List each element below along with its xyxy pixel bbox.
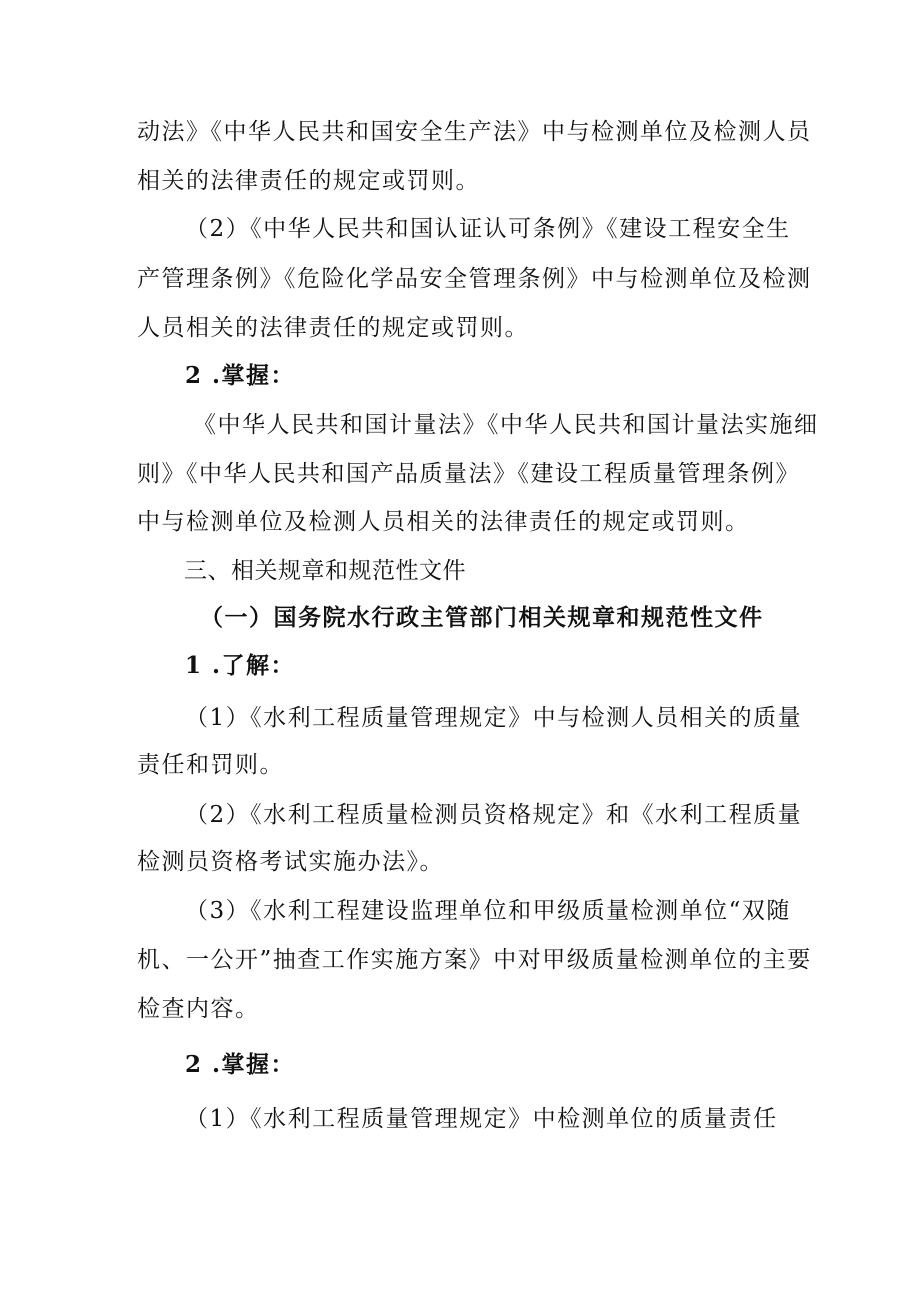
paragraph-line: 中与检测单位及检测人员相关的法律责任的规定或罚则。 [137, 509, 750, 535]
paragraph-line: 相关的法律责任的规定或罚则。 [137, 168, 480, 194]
paragraph-line: 产管理条例》《危险化学品安全管理条例》中与检测单位及检测 [137, 266, 812, 292]
list-item-line: （1）《水利工程质量管理规定》中与检测人员相关的质量 [185, 705, 803, 731]
paragraph-line: 人员相关的法律责任的规定或罚则。 [137, 315, 529, 341]
subsection-heading: （一）国务院水行政主管部门相关规章和规范性文件 [200, 604, 764, 631]
paragraph-line: 机、一公开”抽查工作实施方案》中对甲级质量检测单位的主要 [137, 947, 812, 973]
section-heading: 三、相关规章和规范性文件 [184, 558, 466, 584]
paragraph-line: 动法》《中华人民共和国安全生产法》中与检测单位及检测人员 [137, 119, 812, 145]
subheading-master: 2 .掌握： [185, 1051, 296, 1078]
paragraph-line: 检测员资格考试实施办法》。 [137, 849, 444, 875]
paragraph-line: 则》《中华人民共和国产品质量法》《建设工程质量管理条例》 [137, 461, 800, 487]
paragraph-line: 《中华人民共和国计量法》《中华人民共和国计量法实施细 [193, 412, 819, 438]
paragraph-line: 检查内容。 [137, 996, 260, 1022]
list-item-line: （1）《水利工程质量管理规定》中检测单位的质量责任 [185, 1106, 778, 1132]
paragraph-line: 责任和罚则。 [137, 752, 284, 778]
list-item-line: （3）《水利工程建设监理单位和甲级质量检测单位“双随 [185, 898, 791, 924]
list-item-line: （2）《水利工程质量检测员资格规定》和《水利工程质量 [185, 802, 803, 828]
subheading-master: 2 .掌握： [185, 362, 296, 389]
list-item-line: （2）《中华人民共和国认证认可条例》《建设工程安全生 [185, 216, 791, 242]
subheading-understand: 1 .了解： [185, 652, 296, 679]
